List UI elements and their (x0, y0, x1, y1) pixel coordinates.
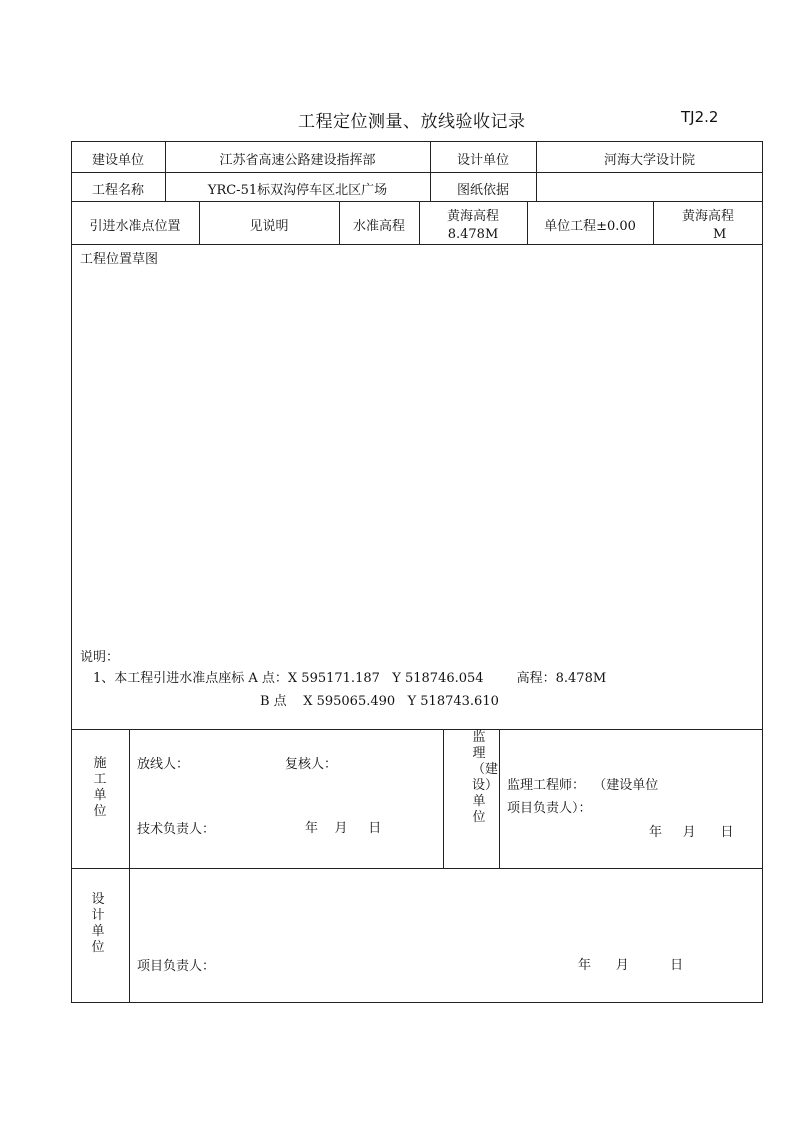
note-line-b: B 点 X 595065.490 Y 518743.610 (260, 694, 499, 709)
row-divider (71, 729, 763, 730)
col-divider (129, 729, 130, 1003)
checker-label: 复核人： (285, 757, 338, 772)
row-divider (71, 868, 763, 869)
construction-unit-label: 施工单位 (93, 756, 107, 819)
drawing-basis-label: 图纸依据 (456, 183, 509, 198)
design-pm-label: 项目负责人： (137, 959, 216, 974)
benchmark-position-label: 引进水准点位置 (89, 219, 181, 234)
design-date: 年 月 日 (578, 958, 684, 973)
notes-title: 说明： (80, 650, 120, 665)
project-name-value: YRC-51标双沟停车区北区广场 (207, 183, 388, 198)
page-title: 工程定位测量、放线验收记录 (298, 112, 526, 132)
supervision-pm-label: 项目负责人）： (507, 801, 592, 816)
unit-zero-datum: 黄海高程 (681, 209, 734, 224)
level-elevation-label: 水准高程 (352, 219, 405, 234)
project-name-label: 工程名称 (91, 183, 144, 198)
unit-zero-label: 单位工程±0.00 (544, 219, 636, 234)
construction-date: 年 月 日 (305, 821, 382, 836)
sketch-label: 工程位置草图 (80, 252, 159, 267)
form-code: TJ2.2 (681, 108, 719, 126)
setter-label: 放线人： (137, 757, 190, 772)
level-elevation-datum: 黄海高程 (446, 209, 499, 224)
design-unit-label: 设计单位 (456, 153, 509, 168)
benchmark-position-value: 见说明 (249, 219, 289, 234)
row-divider (71, 244, 763, 245)
tech-lead-label: 技术负责人： (137, 822, 216, 837)
build-unit-label: 建设单位 (91, 153, 144, 168)
col-divider (443, 729, 444, 868)
unit-zero-value: M (713, 227, 727, 242)
build-unit-value: 江苏省高速公路建设指挥部 (219, 153, 376, 168)
design-unit-value: 河海大学设计院 (603, 153, 695, 168)
note-line-a: 1、本工程引进水准点座标 A 点：X 595171.187 Y 518746.054 高程：8.478M (93, 671, 607, 686)
record-table (71, 141, 763, 1003)
supervising-engineer-label: 监理工程师： （建设单位 (507, 778, 659, 793)
row-divider (71, 172, 763, 173)
level-elevation-value: 8.478M (447, 227, 499, 242)
design-unit-label: 设计单位 (91, 892, 105, 955)
supervision-unit-label: 监理（建设）单位 (472, 730, 499, 825)
row-divider (71, 201, 763, 202)
col-divider (499, 729, 500, 868)
supervision-date: 年 月 日 (649, 825, 734, 840)
